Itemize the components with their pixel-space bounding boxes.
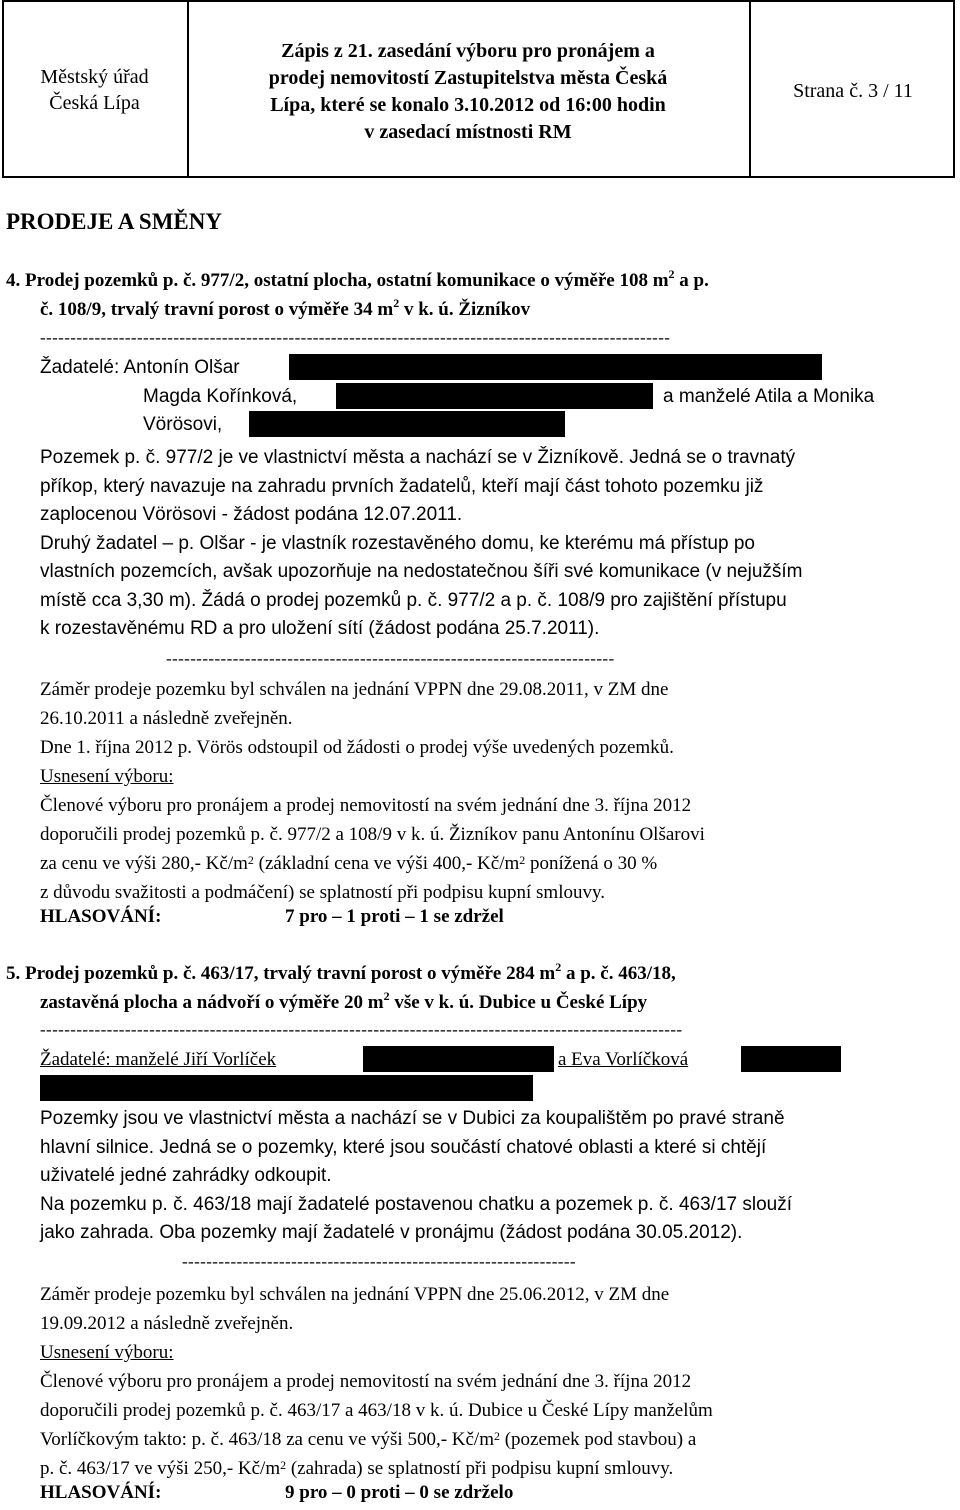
vote-label: HLASOVÁNÍ: — [40, 1482, 162, 1503]
item5-applicant-name: a Eva Vorlíčková — [558, 1049, 689, 1070]
redaction-block — [40, 1075, 533, 1101]
header-title: Zápis z 21. zasedání výboru pro pronájem a prodej nemovitostí Zastupitelstva města Česká Lípa, které se konalo 3.10.2012 od 16:00 hodin v zasedací místnosti RM — [268, 40, 668, 143]
document-header — [2, 0, 955, 178]
separator-line: ----------------------------------------------------------------- — [182, 1252, 576, 1271]
section-title: PRODEJE A SMĚNY — [6, 209, 222, 234]
resolution-label: Usnesení výboru: — [40, 766, 174, 787]
item4-title-line2: č. 108/9, trvalý travní porost o výměře 34 $m^2$ v k. ú. Žizníkov — [40, 296, 531, 320]
item4-applicant-name: Vörösovi, — [143, 414, 223, 435]
vote-label: HLASOVÁNÍ: — [40, 906, 162, 927]
item5-title-line2: zastavěná plocha a nádvoří o výměře 20 $m^2$ vše v k. ú. Dubice u České Lípy — [40, 989, 648, 1013]
item4-description: Pozemek p. č. 977/2 je ve vlastnictví města a nachází se v Žizníkově. Jedná se o travnatý příkop, který navazuje na zahradu prvních žadatelů, kteří mají část tohoto pozemku již zaplocenou Vörösovi - žádost podána 12.07.2011. Druhý žadatel – p. Olšar - je vlastník rozestavěného domu, ke kterému má přístup po vlastních pozemcích, avšak upozorňuje na nedostatečnou šíři své komunikace (v nejužším místě cca 3,30 m). Žádá o prodej pozemků p. č. 977/2 a p. č. 108/9 pro zajištění přístupu k rozestavěnému RD a pro uložení sítí (žádost podána 25.7.2011). — [40, 447, 803, 639]
separator-line: -------------------------------------------------------------------------- — [166, 649, 615, 668]
vote-result: 7 pro – 1 proti – 1 se zdržel — [285, 906, 504, 927]
separator-line: -------------------------------------------------------------------------------------------------------- — [40, 328, 671, 347]
page-number: Strana č. 3 / 11 — [793, 80, 913, 102]
separator-line: ---------------------------------------------------------------------------------------------------------- — [40, 1020, 683, 1039]
item4-title-line1: 4. Prodej pozemků p. č. 977/2, ostatní plocha, ostatní komunikace o výměře 108 $m^2$ a p. — [6, 267, 709, 291]
redaction-block — [336, 383, 653, 409]
header-office-cell — [4, 2, 189, 176]
item5-intent: Záměr prodeje pozemku byl schválen na jednání VPPN dne 25.06.2012, v ZM dne 19.09.2012 a následně zveřejněn. Usnesení výboru: Členové výboru pro pronájem a prodej nemovitostí na svém jednání dne 3. října 2012 doporučili prodej pozemků p. č. 463/17 a 463/18 v k. ú. Dubice u České Lípy manželům Vorlíčkovým takto: p. č. 463/18 za cenu ve výši 500,- $Kč/m^2$ (pozemek pod stavbou) a p. č. 463/17 ve výši 250,- $Kč/m^2$ (zahrada) se splatností při podpisu kupní smlouvy. — [40, 1284, 713, 1479]
office-name: Městský úřad Česká Lípa — [40, 66, 149, 114]
item4-applicant-name: a manželé Atila a Monika — [663, 386, 875, 407]
redaction-block — [741, 1046, 841, 1072]
item5-title-line1: 5. Prodej pozemků p. č. 463/17, trvalý travní porost o výměře 284 $m^2$ a p. č. 463/18, — [6, 960, 676, 984]
item5-applicants: Žadatelé: manželé Jiří Vorlíček — [40, 1049, 277, 1070]
item5-description: Pozemky jsou ve vlastnictví města a nachází se v Dubici za koupalištěm po pravé straně hlavní silnice. Jedná se o pozemky, které jsou součástí chatové oblasti a které si chtějí uživatelé jedné zahrádky odkoupit. Na pozemku p. č. 463/18 mají žadatelé postavenou chatku a pozemek p. č. 463/17 slouží jako zahrada. Oba pozemky mají žadatelé v pronájmu (žádost podána 30.05.2012). — [40, 1108, 793, 1243]
item4-intent: Záměr prodeje pozemku byl schválen na jednání VPPN dne 29.08.2011, v ZM dne 26.10.2011 a následně zveřejněn. Dne 1. října 2012 p. Vörös odstoupil od žádosti o prodej výše uvedených pozemků. Usnesení výboru: Členové výboru pro pronájem a prodej nemovitostí na svém jednání dne 3. října 2012 doporučili prodej pozemků p. č. 977/2 a 108/9 v k. ú. Žizníkov panu Antonínu Olšarovi za cenu ve výši 280,- $Kč/m^2$ (základní cena ve výši 400,- $Kč/m^2$ ponížená o 30 % z důvodu svažitosti a podmáčení) se splatností při podpisu kupní smlouvy. — [40, 679, 705, 903]
vote-result: 9 pro – 0 proti – 0 se zdrželo — [285, 1482, 514, 1503]
redaction-block — [289, 354, 822, 380]
redaction-block — [363, 1046, 554, 1072]
redaction-block — [249, 411, 565, 437]
header-page-cell — [749, 2, 957, 176]
item4-applicants: Žadatelé: Antonín Olšar — [40, 357, 240, 378]
resolution-label: Usnesení výboru: — [40, 1342, 174, 1363]
item4-applicant-name: Magda Kořínková, — [143, 386, 298, 407]
